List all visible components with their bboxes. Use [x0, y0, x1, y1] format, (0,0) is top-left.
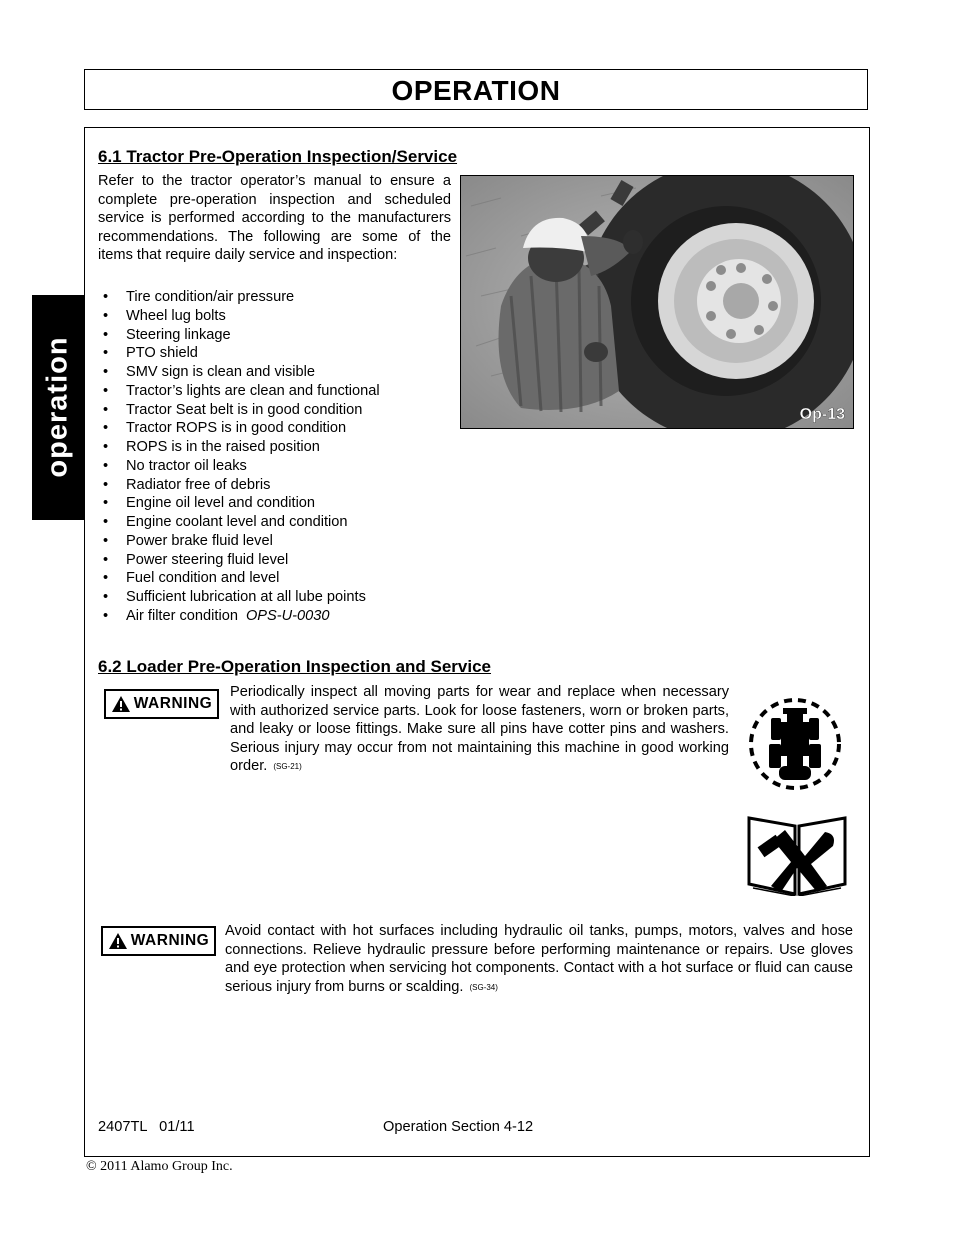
checklist-item	[100, 551, 460, 570]
warning-2-text: Avoid contact with hot surfaces including hydraulic oil tanks, pumps, motors, valves and hose connections. Relieve hydraulic pressure before performing maintenance or repairs. Use gloves and eye protection when servicing hot components. Contact with a hot surface or fluid can cause serious injury from burns or scalding.	[225, 923, 853, 995]
checklist-item	[100, 401, 460, 420]
checklist-item-label: ROPS is in the raised position	[126, 439, 320, 455]
checklist-item-label: Power steering fluid level	[126, 551, 289, 568]
checklist-item-label: Tractor Seat belt is in good condition	[126, 401, 363, 418]
footer-date: 01/11	[159, 1119, 195, 1135]
checklist-item	[100, 363, 460, 382]
checklist-item-label: SMV sign is clean and visible	[126, 364, 315, 380]
checklist-item	[100, 307, 460, 326]
checklist-item-label: Tractor’s lights are clean and functional	[126, 382, 380, 399]
checklist-item-label: Tire condition/air pressure	[126, 289, 295, 305]
footer-model: 2407TL	[98, 1119, 147, 1135]
checklist-item-label: Radiator free of debris	[126, 476, 271, 493]
footer-section: Operation Section 4-12	[383, 1119, 534, 1135]
checklist-ref-code: OPS-U-0030	[245, 607, 330, 624]
checklist-item	[100, 588, 460, 607]
inspection-checklist	[100, 288, 460, 626]
checklist-item-label: PTO shield	[126, 345, 198, 362]
checklist-item-label: Engine coolant level and condition	[126, 514, 348, 530]
checklist-item-label: Sufficient lubrication at all lube points	[126, 589, 366, 605]
copyright: © 2011 Alamo Group Inc.	[86, 1159, 233, 1174]
warning-1-code: (SG-21)	[273, 762, 302, 772]
warning-2-code: (SG-34)	[469, 982, 498, 992]
manual-tools-icon	[745, 812, 849, 896]
checklist-item	[100, 607, 460, 626]
warning-badge-2-label: WARNING	[130, 932, 210, 949]
warning-badge-1	[104, 689, 219, 719]
checklist-item	[100, 476, 460, 495]
checklist-item	[100, 438, 460, 457]
page-title: OPERATION	[391, 75, 561, 106]
checklist-item-label: Tractor ROPS is in good condition	[126, 420, 347, 437]
warning-triangle-icon	[108, 932, 128, 950]
checklist-item-label: Steering linkage	[126, 326, 231, 343]
page-header	[84, 69, 868, 110]
checklist-item	[100, 532, 460, 551]
warning-triangle-icon	[111, 695, 131, 713]
warning-badge-1-label: WARNING	[133, 695, 213, 712]
checklist-item-label: Air filter condition	[126, 607, 238, 624]
side-tab-label: operation	[41, 336, 74, 478]
checklist-item	[100, 326, 460, 345]
tractor-safety-icon	[743, 694, 847, 794]
checklist-item	[100, 344, 460, 363]
checklist-item-label: Wheel lug bolts	[126, 307, 226, 324]
checklist-item	[100, 457, 460, 476]
tire-inspection-photo	[460, 175, 854, 429]
checklist-item-label: Power brake fluid level	[126, 532, 273, 549]
section-title-6-2: 6.2 Loader Pre-Operation Inspection and Service	[98, 657, 492, 676]
section-side-tab	[32, 295, 84, 520]
section-intro-paragraph: Refer to the tractor operator’s manual to ensure a complete pre-operation inspection and scheduled service is performed according to the manufacturers recommendations. The following are some of the items that require daily service and inspection:	[98, 173, 451, 264]
checklist-item	[100, 288, 460, 307]
checklist-item	[100, 419, 460, 438]
checklist-item	[100, 513, 460, 532]
photo-label: Op-13	[799, 406, 845, 423]
checklist-item-label: Engine oil level and condition	[126, 495, 316, 512]
checklist-item-label: Fuel condition and level	[126, 570, 280, 587]
checklist-item	[100, 382, 460, 401]
section-title-6-1: 6.1 Tractor Pre-Operation Inspection/Service	[98, 147, 458, 166]
checklist-item-label: No tractor oil leaks	[126, 457, 247, 474]
warning-1-text: Periodically inspect all moving parts for wear and replace when necessary with authorized service parts. Look for loose fasteners, worn or broken parts, and leaky or loose fittings. Make sure all pins have cotter pins and washers. Serious injury may occur from not maintaining this machine in good working order.	[230, 684, 729, 775]
checklist-item	[100, 494, 460, 513]
footer-model-date	[98, 1119, 195, 1135]
checklist-item	[100, 569, 460, 588]
warning-2-text-block	[225, 922, 853, 997]
warning-1-text-block	[230, 683, 729, 777]
warning-badge-2	[101, 926, 216, 956]
